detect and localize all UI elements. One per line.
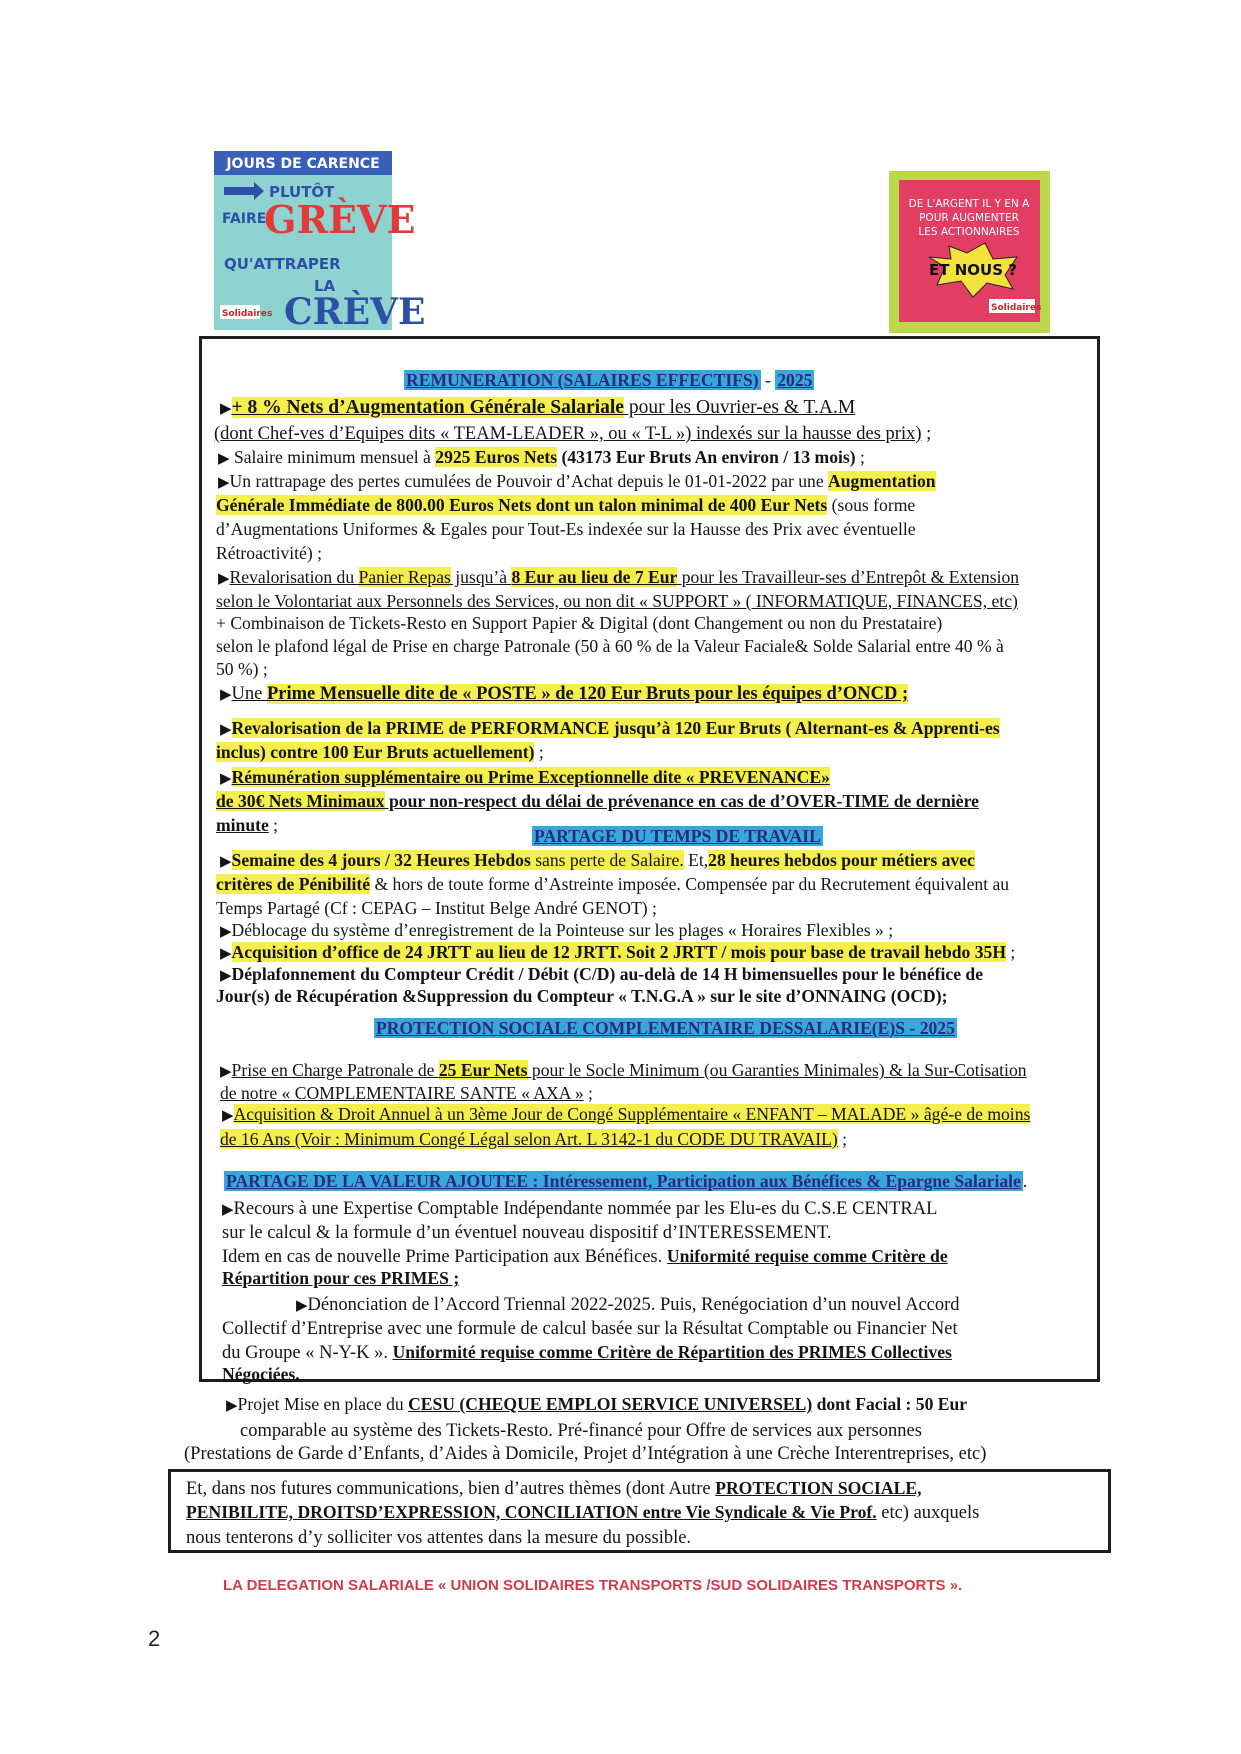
text-segment: Uniformité requise comme Critère de Répartition des PRIMES Collectives — [392, 1342, 952, 1362]
text-line — [220, 718, 1000, 741]
text-line — [216, 986, 947, 1007]
text-line — [216, 742, 544, 763]
text-line — [224, 1171, 1027, 1192]
poster-left-line1: JOURS DE CARENCE — [226, 156, 380, 172]
text-segment: Revalorisation de la PRIME de PERFORMANCE jusqu’à 120 Eur Bruts ( Alternant-es & Apprenti-es — [231, 718, 1000, 738]
text-line — [216, 874, 1009, 895]
poster-left-line2: PLUTÔT — [269, 183, 335, 201]
poster-right-logo: Solidaires — [991, 303, 1042, 313]
text-segment: Idem en cas de nouvelle Prime Participation aux Bénéfices. — [222, 1247, 667, 1267]
text-segment: de 16 Ans (Voir : Minimum Congé Légal selon Art. L 3142-1 du CODE DU TRAVAIL) — [220, 1129, 838, 1149]
text-segment: ; — [268, 815, 279, 835]
text-segment: nous tenterons d’y solliciter vos attentes dans la mesure du possible. — [186, 1528, 692, 1548]
text-line — [216, 613, 942, 634]
bullet-arrow-icon: ▶ — [220, 924, 232, 940]
text-segment: PENIBILITE, DROITSD’EXPRESSION, CONCILIATION entre Vie Syndicale & Vie Prof. — [186, 1502, 877, 1522]
text-segment: Un rattrapage des pertes cumulées de Pouvoir d’Achat depuis le 01-01-2022 par une — [229, 471, 829, 491]
text-segment: Une — [231, 684, 267, 704]
poster-right-line2: POUR AUGMENTER — [919, 212, 1019, 224]
text-segment: ; — [921, 424, 932, 444]
text-line — [220, 850, 975, 873]
text-segment: Répartition pour ces PRIMES ; — [222, 1268, 460, 1288]
text-segment: (dont Chef-ves d’Equipes dits « TEAM-LEADER », ou « T-L ») indexés sur la hausse des prix) — [214, 424, 922, 444]
text-line — [186, 1527, 691, 1549]
text-line — [222, 1342, 952, 1364]
text-line — [374, 1018, 957, 1039]
text-line — [222, 1318, 958, 1340]
bullet-arrow-icon: ▶ — [220, 946, 232, 962]
poster-left-logo: Solidaires — [222, 309, 273, 319]
text-segment: ; — [534, 742, 544, 762]
text-segment: Prime Mensuelle dite de « POSTE » de 120 Eur Bruts pour les équipes d’ONCD ; — [267, 684, 909, 704]
text-segment: Acquisition d’office de 24 JRTT au lieu de 12 JRTT. Soit 2 JRTT / mois pour base de travail hebdo 35H — [231, 942, 1007, 962]
text-line — [222, 1198, 937, 1221]
text-line — [222, 1246, 948, 1268]
text-segment: Uniformité requise comme Critère de — [666, 1246, 948, 1266]
text-segment: + 8 % Nets d’Augmentation Générale Salariale — [231, 397, 624, 418]
bullet-arrow-icon: ▶ — [218, 571, 230, 587]
page-number: 2 — [148, 1626, 161, 1651]
text-segment: ; — [855, 447, 865, 467]
text-segment: ; — [1006, 942, 1016, 962]
text-segment: Prise en Charge Patronale de — [231, 1060, 439, 1080]
text-line — [220, 397, 855, 420]
text-segment: Dénonciation de l’Accord Triennal 2022-2025. Puis, Renégociation d’un nouvel Accord — [307, 1295, 960, 1315]
text-segment: Rétroactivité) ; — [216, 543, 323, 563]
text-line — [214, 423, 931, 445]
text-line — [216, 636, 1004, 657]
bullet-arrow-icon: ▶ — [222, 1108, 234, 1124]
text-line — [220, 1060, 1027, 1083]
poster-jours-de-carence-graphic — [214, 151, 426, 333]
text-segment: pour le Socle Minimum (ou Garanties Minimales) & la Sur-Cotisation — [527, 1060, 1027, 1080]
bullet-arrow-icon: ▶ — [220, 1064, 232, 1080]
text-line — [532, 826, 823, 847]
text-segment: minute — [216, 815, 269, 835]
text-segment: Rémunération supplémentaire ou Prime Exceptionnelle dite « PREVENANCE» — [231, 767, 830, 787]
text-segment: Temps Partagé (Cf : CEPAG – Institut Belge André GENOT) ; — [216, 898, 657, 918]
text-segment: sans perte de Salaire. — [530, 850, 684, 870]
text-segment: Salaire minimum mensuel à — [229, 447, 436, 467]
text-segment: de notre « COMPLEMENTAIRE SANTE « AXA » — [220, 1083, 584, 1103]
text-segment: PROTECTION SOCIALE, — [715, 1478, 922, 1498]
text-segment: critères de Pénibilité — [216, 874, 371, 894]
text-line — [220, 920, 893, 943]
poster-right-line3: LES ACTIONNAIRES — [918, 226, 1020, 238]
text-line — [240, 1420, 922, 1442]
bullet-arrow-icon: ▶ — [220, 401, 232, 417]
bullet-arrow-icon: ▶ — [220, 687, 232, 703]
text-line — [216, 519, 916, 540]
poster-et-nous-graphic — [889, 171, 1050, 333]
text-line — [216, 495, 915, 516]
poster-left-creve: CRÈVE — [284, 291, 426, 333]
text-line — [222, 1104, 1030, 1127]
text-segment: selon le plafond légal de Prise en charge Patronale (50 à 60 % de la Valeur Faciale& Solde Salarial entre 40 % à — [216, 636, 1004, 656]
text-line — [218, 447, 865, 470]
bullet-arrow-icon: ▶ — [220, 722, 232, 738]
text-segment: PARTAGE DU TEMPS DE TRAVAIL — [534, 826, 821, 846]
bullet-arrow-icon: ▶ — [218, 451, 230, 467]
text-line — [220, 767, 830, 790]
text-segment: (Prestations de Garde d’Enfants, d’Aides à Domicile, Projet d’Intégration à une Crèche Interentreprises, etc) — [184, 1444, 987, 1464]
bullet-arrow-icon: ▶ — [220, 854, 232, 870]
text-segment: ; — [583, 1083, 593, 1103]
text-segment: Revalorisation du — [229, 567, 359, 587]
poster-left-line5: QU'ATTRAPER — [224, 255, 341, 273]
text-line — [220, 964, 983, 987]
text-line — [186, 1478, 921, 1500]
text-segment: 2025 — [777, 370, 813, 390]
poster-et-nous — [889, 171, 1050, 333]
text-segment: Projet Mise en place du — [237, 1394, 409, 1414]
text-segment: Acquisition & Droit Annuel à un 3ème Jour de Congé Supplémentaire « ENFANT – MALADE » âgé-e de moins — [233, 1104, 1031, 1124]
text-segment: comparable au système des Tickets-Resto. Pré-financé pour Offre de services aux personnes — [240, 1421, 922, 1441]
poster-right-et-nous: ET NOUS ? — [929, 261, 1017, 279]
text-line — [220, 1129, 847, 1150]
text-segment: PROTECTION SOCIALE COMPLEMENTAIRE DESSALARIE(E)S - 2025 — [376, 1018, 955, 1038]
text-line — [222, 1222, 832, 1244]
text-segment: & hors de toute forme d’Astreinte imposée. Compensée par du Recrutement équivalent au — [370, 874, 1010, 894]
bullet-arrow-icon: ▶ — [296, 1298, 308, 1314]
text-segment: 28 heures hebdos pour métiers avec — [708, 850, 975, 870]
text-segment: sur le calcul & la formule d’un éventuel nouveau dispositif d’INTERESSEMENT. — [222, 1223, 832, 1243]
bullet-arrow-icon: ▶ — [226, 1398, 238, 1414]
text-segment: . — [1022, 1171, 1028, 1191]
text-segment: Panier Repas — [358, 567, 451, 587]
text-segment: Augmentation — [828, 471, 936, 491]
text-segment: 25 Eur Nets — [438, 1060, 528, 1080]
bullet-arrow-icon: ▶ — [220, 968, 232, 984]
text-segment: pour les Ouvrier-es & T.A.M — [623, 397, 856, 418]
text-line — [226, 1394, 967, 1417]
text-line — [220, 1083, 593, 1104]
text-line — [216, 591, 1018, 612]
text-line — [220, 942, 1015, 965]
text-segment: Déblocage du système d’enregistrement de la Pointeuse sur les plages « Horaires Flexibles » ; — [231, 920, 894, 940]
text-segment: REMUNERATION (SALAIRES EFFECTIFS) — [406, 370, 759, 390]
text-line — [404, 370, 814, 391]
footer-signature: LA DELEGATION SALARIALE « UNION SOLIDAIRES TRANSPORTS /SUD SOLIDAIRES TRANSPORTS ». — [223, 1577, 963, 1594]
text-line — [222, 1364, 300, 1385]
poster-jours-de-carence — [214, 151, 426, 333]
text-segment: ; — [837, 1129, 848, 1149]
text-segment: inclus) contre 100 Eur Bruts actuellement) — [216, 742, 535, 762]
text-segment: 2925 Euros Nets — [435, 447, 558, 467]
text-line — [296, 1294, 960, 1317]
text-line — [218, 567, 1019, 590]
text-segment: Collectif d’Entreprise avec une formule de calcul basée sur la Résultat Comptable ou Financier Net — [222, 1319, 958, 1339]
text-segment: (sous forme — [827, 495, 916, 515]
text-segment: Et, dans nos futures communications, bien d’autres thèmes (dont Autre — [186, 1479, 716, 1499]
text-segment: de 30€ Nets Minimaux — [216, 791, 385, 811]
text-line — [216, 659, 268, 680]
text-segment: 8 Eur au lieu de 7 Eur — [511, 567, 678, 587]
bullet-arrow-icon: ▶ — [222, 1202, 234, 1218]
text-line — [218, 471, 936, 494]
text-segment: Jour(s) de Récupération &Suppression du Compteur « T.N.G.A » sur le site d’ONNAING (OCD); — [216, 986, 948, 1006]
text-line — [216, 815, 278, 836]
text-segment: etc) auxquels — [876, 1503, 980, 1523]
text-line — [216, 898, 657, 919]
poster-right-line1: DE L'ARGENT IL Y EN A — [908, 198, 1030, 210]
text-segment: PARTAGE DE LA VALEUR AJOUTEE : Intéressement, Participation aux Bénéfices & Epargne Salariale — [226, 1171, 1021, 1191]
text-segment: Semaine des 4 jours / 32 Heures Hebdos — [231, 850, 531, 870]
poster-left-line3: FAIRE — [222, 211, 267, 227]
text-segment: Et, — [683, 850, 709, 870]
text-segment: selon le Volontariat aux Personnels des Services, ou non dit « SUPPORT » ( INFORMATIQUE, FINANCES, etc) — [216, 591, 1018, 611]
poster-left-greve: GRÈVE — [264, 197, 416, 242]
text-segment: Recours à une Expertise Comptable Indépendante nommée par les Elu-es du C.S.E CENTRAL — [233, 1199, 938, 1219]
text-line — [222, 1268, 459, 1289]
text-segment: pour les Travailleur-ses d’Entrepôt & Extension — [677, 567, 1020, 587]
text-segment: Générale Immédiate de 800.00 Euros Nets dont un talon minimal de 400 Eur Nets — [216, 495, 828, 515]
text-segment: d’Augmentations Uniformes & Egales pour Tout-Es indexée sur la Hausse des Prix avec éventuelle — [216, 519, 916, 539]
text-segment: Déplafonnement du Compteur Crédit / Débit (C/D) au-delà de 14 H bimensuelles pour le bénéfice de — [231, 964, 984, 984]
text-segment: (43173 Eur Bruts An environ / 13 mois) — [557, 447, 856, 467]
text-segment: jusqu’à — [450, 567, 512, 587]
text-segment: 50 %) ; — [216, 659, 268, 679]
text-segment: dont Facial : 50 Eur — [812, 1394, 968, 1414]
text-line — [216, 543, 322, 564]
poster-left-line6: LA — [314, 277, 336, 295]
text-line — [216, 791, 979, 812]
text-segment: + Combinaison de Tickets-Resto en Support Papier & Digital (dont Changement ou non du Prestataire) — [216, 613, 943, 633]
text-line — [186, 1502, 979, 1524]
text-line — [184, 1443, 986, 1465]
text-segment: CESU (CHEQUE EMPLOI SERVICE UNIVERSEL) — [408, 1394, 813, 1414]
text-segment: - — [760, 370, 776, 390]
text-segment: Négociées. — [222, 1364, 300, 1384]
text-line — [220, 683, 908, 706]
text-segment: pour non-respect du délai de prévenance en cas de d’OVER-TIME de dernière — [384, 791, 979, 811]
bullet-arrow-icon: ▶ — [220, 771, 232, 787]
text-segment: du Groupe « N-Y-K ». — [222, 1343, 393, 1363]
bullet-arrow-icon: ▶ — [218, 475, 230, 491]
